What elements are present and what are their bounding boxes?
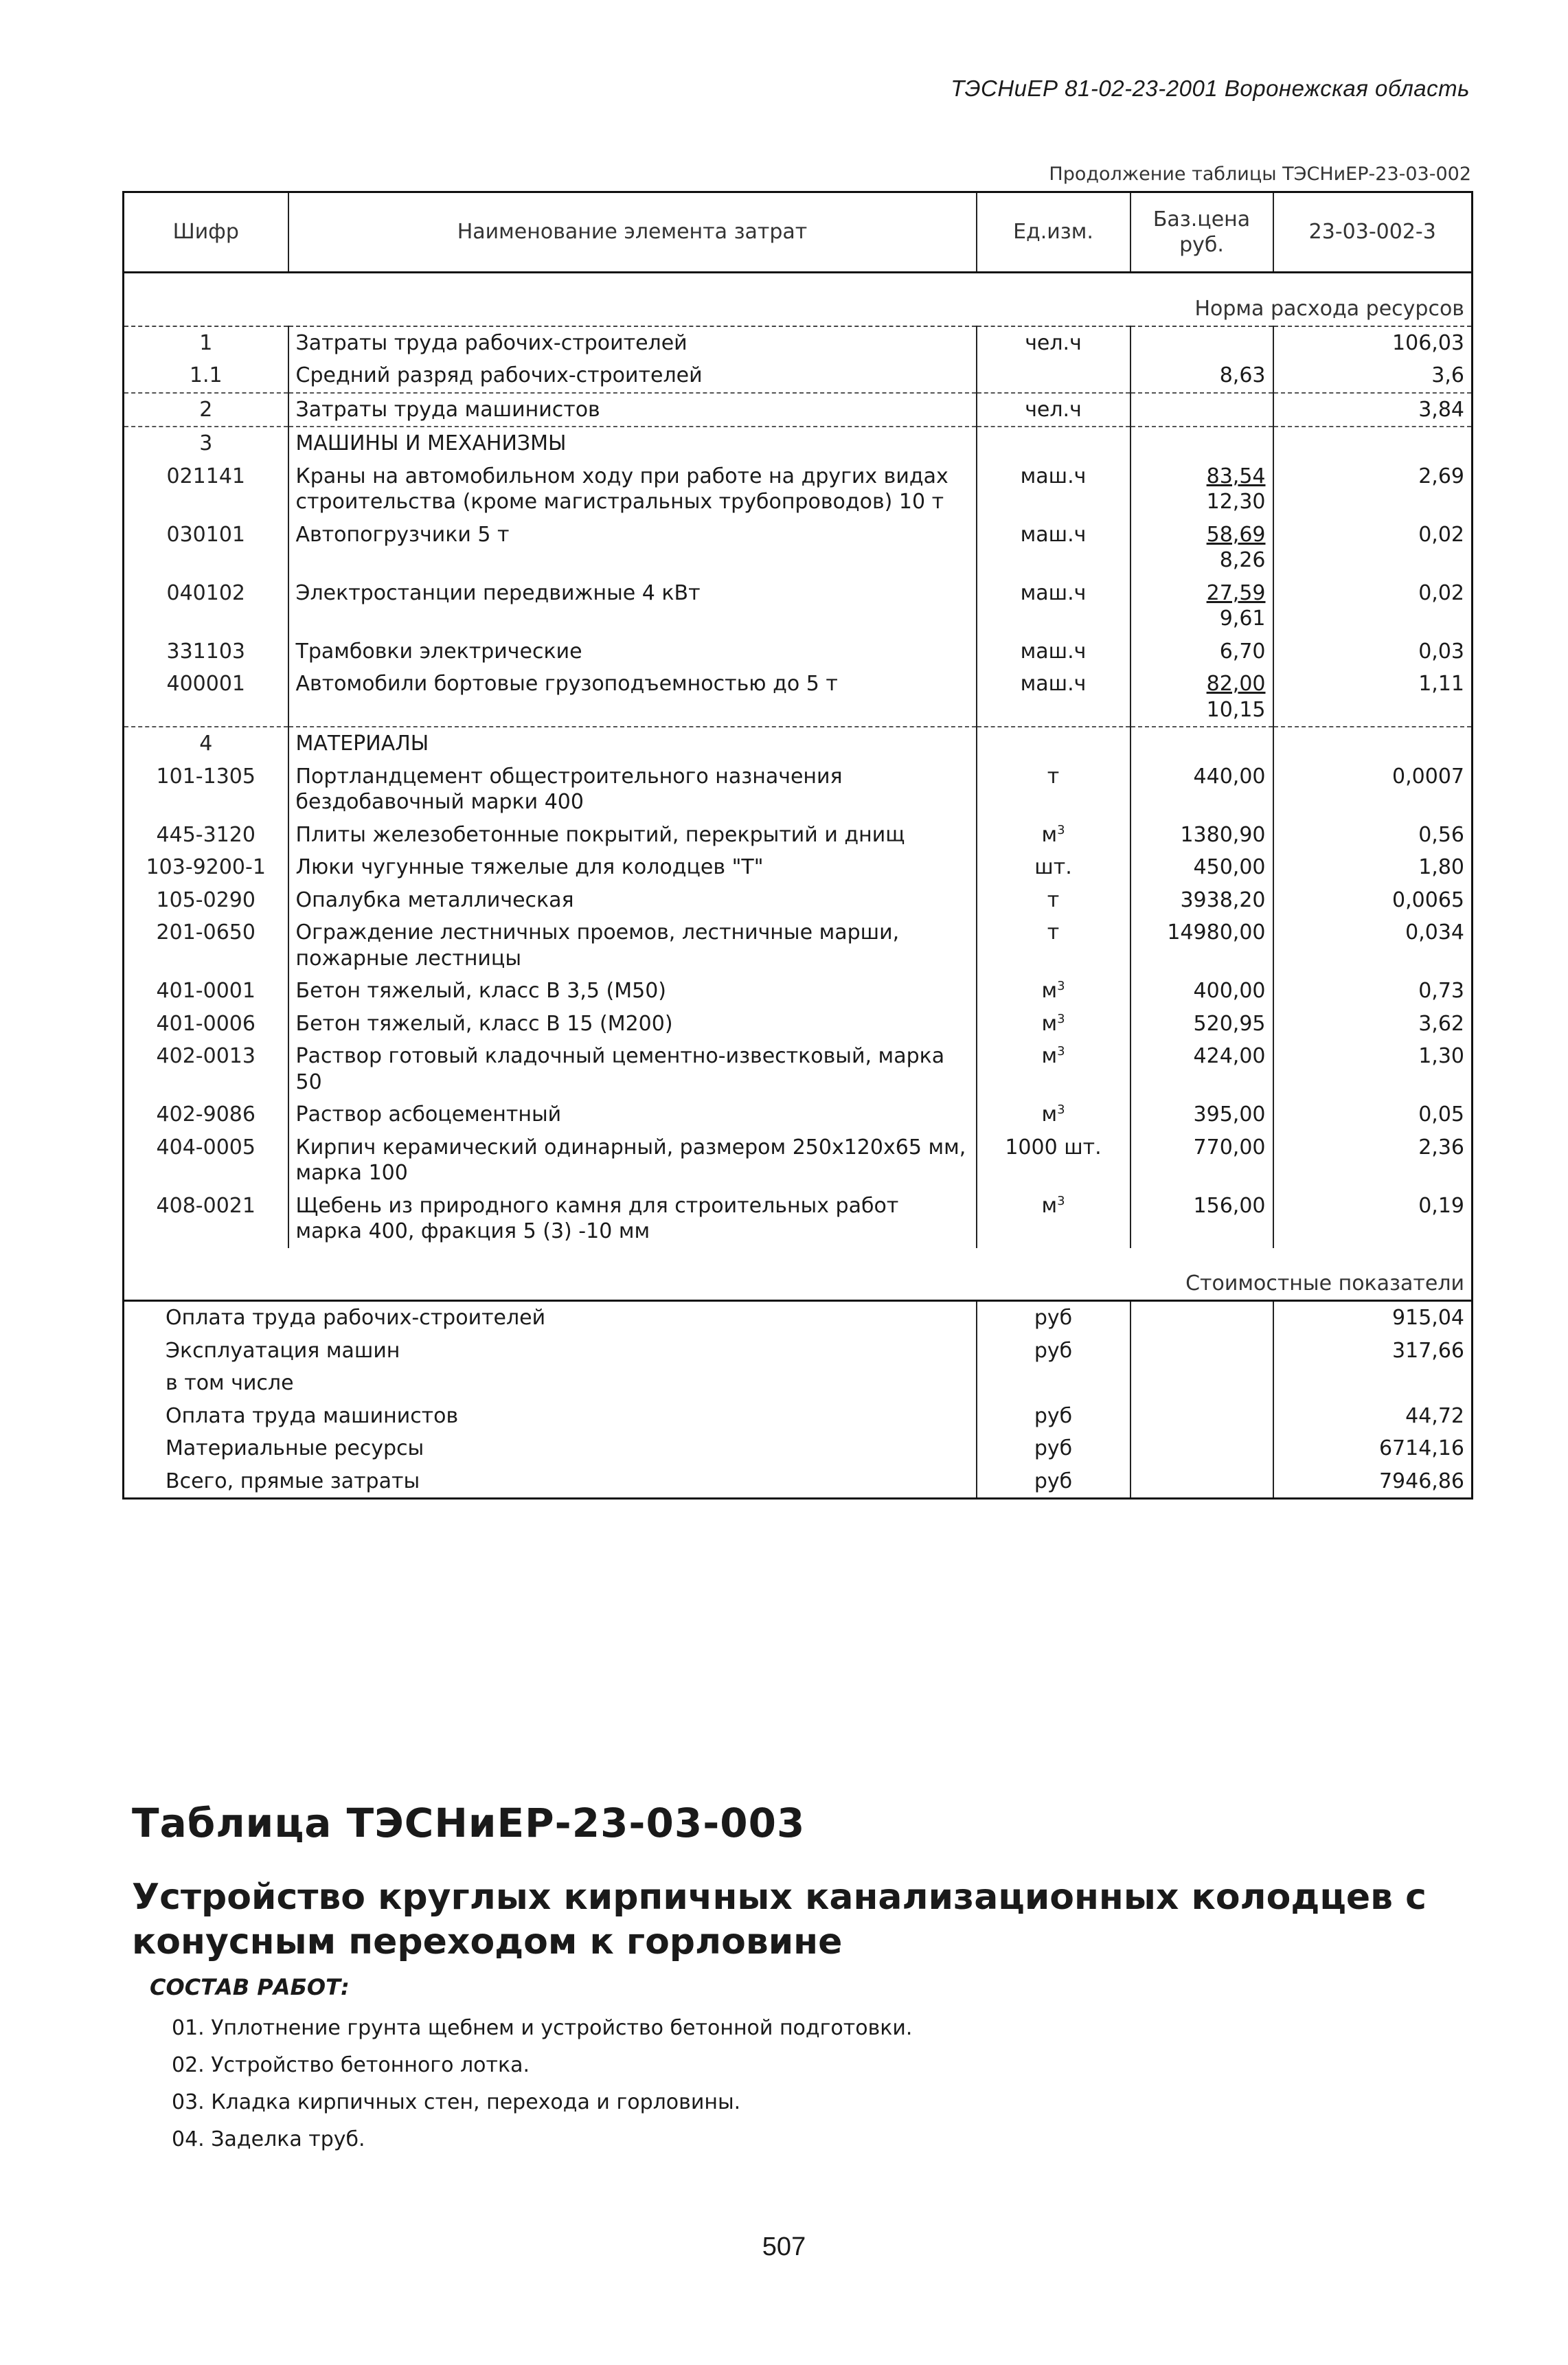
empty-cell	[1130, 727, 1273, 760]
resource-norms-table	[122, 191, 1473, 1500]
price-base: 27,59	[1206, 580, 1266, 605]
row-price: 14980,00	[1130, 916, 1273, 975]
material-row	[124, 1190, 1473, 1248]
labor-row	[124, 326, 1473, 360]
cost-name: Эксплуатация машин	[124, 1335, 977, 1368]
material-row	[124, 760, 1473, 819]
row-price: 520,95	[1130, 1008, 1273, 1041]
unit-superscript: 3	[1057, 1044, 1065, 1059]
row-price	[1130, 460, 1273, 519]
empty-cell	[977, 427, 1130, 460]
document-header: ТЭСНиЕР 81-02-23-2001 Воронежская область	[951, 76, 1470, 101]
empty-cell	[977, 727, 1130, 760]
row-code: 101-1305	[124, 760, 288, 819]
row-name: Щебень из природного камня для строительных работ марка 400, фракция 5 (3) -10 мм	[288, 1190, 977, 1248]
cost-caption-row	[124, 1267, 1473, 1301]
row-norm: 106,03	[1273, 326, 1473, 360]
row-code: 445-3120	[124, 819, 288, 852]
row-norm: 3,84	[1273, 393, 1473, 427]
row-norm: 1,80	[1273, 851, 1473, 884]
cost-unit: руб	[977, 1335, 1130, 1368]
unit-label: т	[1047, 920, 1060, 944]
column-header-unit: Ед.изм.	[977, 192, 1130, 273]
column-header-norm: 23-03-002-3	[1273, 192, 1473, 273]
work-item: 02. Устройство бетонного лотка.	[172, 2053, 530, 2077]
row-price	[1130, 326, 1273, 360]
row-norm: 2,69	[1273, 460, 1473, 519]
material-row	[124, 916, 1473, 975]
row-code: 2	[124, 393, 288, 427]
row-norm: 1,11	[1273, 668, 1473, 727]
unit-label: т	[1047, 887, 1060, 912]
spacer-row	[124, 273, 1473, 293]
cost-row	[124, 1465, 1473, 1499]
row-price: 450,00	[1130, 851, 1273, 884]
cost-name: Оплата труда машинистов	[124, 1400, 977, 1433]
unit-label: т	[1047, 764, 1060, 789]
unit-label: м	[1041, 1011, 1058, 1036]
machine-row	[124, 577, 1473, 635]
unit-label: шт.	[1034, 855, 1072, 879]
row-name: Бетон тяжелый, класс В 3,5 (М50)	[288, 975, 977, 1008]
price-base: 58,69	[1206, 522, 1266, 547]
cost-unit: руб	[977, 1465, 1130, 1499]
row-name: Средний разряд рабочих-строителей	[288, 359, 977, 393]
cost-row	[124, 1432, 1473, 1465]
row-code: 021141	[124, 460, 288, 519]
row-name: Электростанции передвижные 4 кВт	[288, 577, 977, 635]
cost-value: 44,72	[1273, 1400, 1473, 1433]
unit-label: 1000 шт.	[1005, 1135, 1102, 1159]
row-price: 440,00	[1130, 760, 1273, 819]
row-norm: 0,56	[1273, 819, 1473, 852]
machine-row	[124, 519, 1473, 577]
price-labor: 10,15	[1206, 697, 1266, 722]
row-price: 395,00	[1130, 1098, 1273, 1131]
cost-value	[1273, 1367, 1473, 1400]
unit-superscript: 3	[1057, 1011, 1065, 1026]
row-price	[1130, 519, 1273, 577]
price-labor: 9,61	[1219, 607, 1266, 631]
row-norm: 3,62	[1273, 1008, 1473, 1041]
material-row	[124, 884, 1473, 917]
work-item: 01. Уплотнение грунта щебнем и устройство бетонной подготовки.	[172, 2016, 913, 2040]
row-norm: 0,0065	[1273, 884, 1473, 917]
unit-label: м	[1041, 1102, 1058, 1127]
row-code: 040102	[124, 577, 288, 635]
row-code: 401-0006	[124, 1008, 288, 1041]
row-name: Затраты труда рабочих-строителей	[288, 326, 977, 360]
row-name: Затраты труда машинистов	[288, 393, 977, 427]
row-unit	[977, 975, 1130, 1008]
unit-label: м	[1041, 822, 1058, 847]
empty-cell	[1130, 1335, 1273, 1368]
work-item: 03. Кладка кирпичных стен, перехода и горловины.	[172, 2090, 741, 2114]
empty-cell	[1130, 1465, 1273, 1499]
row-norm: 0,19	[1273, 1190, 1473, 1248]
row-code: 103-9200-1	[124, 851, 288, 884]
column-header-name: Наименование элемента затрат	[288, 192, 977, 273]
row-unit: маш.ч	[977, 668, 1130, 727]
machine-row	[124, 668, 1473, 727]
empty-cell	[1130, 1301, 1273, 1335]
row-name: Трамбовки электрические	[288, 635, 977, 668]
row-unit	[977, 760, 1130, 819]
row-name: Бетон тяжелый, класс В 15 (М200)	[288, 1008, 977, 1041]
cost-unit: руб	[977, 1301, 1130, 1335]
row-name: Ограждение лестничных проемов, лестничные марши, пожарные лестницы	[288, 916, 977, 975]
row-code: 401-0001	[124, 975, 288, 1008]
row-price: 400,00	[1130, 975, 1273, 1008]
spacer-cell	[124, 1248, 1473, 1267]
page-number: 507	[762, 2232, 806, 2261]
empty-cell	[1130, 1400, 1273, 1433]
empty-cell	[1130, 1432, 1273, 1465]
row-norm: 0,034	[1273, 916, 1473, 975]
table-header-row	[124, 192, 1473, 273]
row-code: 105-0290	[124, 884, 288, 917]
cost-value: 915,04	[1273, 1301, 1473, 1335]
row-unit	[977, 1131, 1130, 1190]
column-header-price: Баз.цена руб.	[1130, 192, 1273, 273]
unit-label: м	[1041, 1044, 1058, 1068]
unit-label: м	[1041, 1193, 1058, 1218]
section-title: МАШИНЫ И МЕХАНИЗМЫ	[288, 427, 977, 460]
unit-superscript: 3	[1057, 822, 1065, 837]
row-norm: 2,36	[1273, 1131, 1473, 1190]
cost-value: 7946,86	[1273, 1465, 1473, 1499]
material-row	[124, 1098, 1473, 1131]
section-code: 3	[124, 427, 288, 460]
row-code: 408-0021	[124, 1190, 288, 1248]
row-name: Автопогрузчики 5 т	[288, 519, 977, 577]
row-code: 1	[124, 326, 288, 360]
row-norm: 0,0007	[1273, 760, 1473, 819]
row-name: Раствор готовый кладочный цементно-известковый, марка 50	[288, 1040, 977, 1098]
row-price: 3938,20	[1130, 884, 1273, 917]
row-name: Автомобили бортовые грузоподъемностью до 5 т	[288, 668, 977, 727]
empty-cell	[1130, 427, 1273, 460]
row-code: 404-0005	[124, 1131, 288, 1190]
price-labor: 8,26	[1219, 548, 1266, 572]
row-code: 331103	[124, 635, 288, 668]
cost-name: Материальные ресурсы	[124, 1432, 977, 1465]
row-unit	[977, 1008, 1130, 1041]
row-norm: 1,30	[1273, 1040, 1473, 1098]
row-price	[1130, 635, 1273, 668]
cost-caption: Стоимостные показатели	[124, 1267, 1473, 1301]
material-row	[124, 1131, 1473, 1190]
price-base: 6,70	[1219, 639, 1266, 664]
row-name: Опалубка металлическая	[288, 884, 977, 917]
cost-unit: руб	[977, 1400, 1130, 1433]
labor-row	[124, 393, 1473, 427]
table2-subtitle: Устройство круглых кирпичных канализационных колодцев с конусным переходом к горловине	[132, 1877, 1427, 1962]
material-row	[124, 851, 1473, 884]
unit-superscript: 3	[1057, 1193, 1065, 1208]
row-price	[1130, 668, 1273, 727]
row-unit: чел.ч	[977, 326, 1130, 360]
cost-row	[124, 1301, 1473, 1335]
row-price: 1380,90	[1130, 819, 1273, 852]
row-price: 156,00	[1130, 1190, 1273, 1248]
row-code: 402-9086	[124, 1098, 288, 1131]
cost-name: в том числе	[124, 1367, 977, 1400]
empty-cell	[1273, 427, 1473, 460]
section-title: МАТЕРИАЛЫ	[288, 727, 977, 760]
row-norm: 0,02	[1273, 519, 1473, 577]
material-row	[124, 819, 1473, 852]
machine-row	[124, 460, 1473, 519]
row-code: 402-0013	[124, 1040, 288, 1098]
norm-caption: Норма расхода ресурсов	[124, 293, 1473, 326]
norm-caption-row	[124, 293, 1473, 326]
row-code: 1.1	[124, 359, 288, 393]
row-norm: 0,05	[1273, 1098, 1473, 1131]
row-name: Краны на автомобильном ходу при работе на других видах строительства (кроме магистральных трубопроводов) 10 т	[288, 460, 977, 519]
works-heading: СОСТАВ РАБОТ:	[150, 1974, 350, 2000]
material-row	[124, 975, 1473, 1008]
cost-name: Оплата труда рабочих-строителей	[124, 1301, 977, 1335]
table-continuation-caption: Продолжение таблицы ТЭСНиЕР-23-03-002	[1049, 163, 1471, 185]
row-unit: маш.ч	[977, 635, 1130, 668]
row-name: Кирпич керамический одинарный, размером 250х120х65 мм, марка 100	[288, 1131, 977, 1190]
row-unit	[977, 359, 1130, 393]
material-row	[124, 1008, 1473, 1041]
cost-row	[124, 1335, 1473, 1368]
cost-row	[124, 1400, 1473, 1433]
empty-cell	[1130, 1367, 1273, 1400]
material-row	[124, 1040, 1473, 1098]
empty-cell	[1273, 727, 1473, 760]
cost-value: 317,66	[1273, 1335, 1473, 1368]
column-header-code: Шифр	[124, 192, 288, 273]
cost-value: 6714,16	[1273, 1432, 1473, 1465]
row-code: 201-0650	[124, 916, 288, 975]
row-unit: маш.ч	[977, 460, 1130, 519]
unit-superscript: 3	[1057, 1102, 1065, 1117]
price-labor: 12,30	[1206, 490, 1266, 514]
row-code: 030101	[124, 519, 288, 577]
row-unit	[977, 1190, 1130, 1248]
row-name: Люки чугунные тяжелые для колодцев "Т"	[288, 851, 977, 884]
row-norm: 0,02	[1273, 577, 1473, 635]
row-unit	[977, 884, 1130, 917]
row-norm: 0,03	[1273, 635, 1473, 668]
row-norm: 3,6	[1273, 359, 1473, 393]
labor-row	[124, 359, 1473, 393]
work-item: 04. Заделка труб.	[172, 2127, 365, 2151]
row-unit	[977, 916, 1130, 975]
table2-title: Таблица ТЭСНиЕР-23-03-003	[132, 1800, 806, 1846]
row-price: 8,63	[1130, 359, 1273, 393]
row-unit	[977, 851, 1130, 884]
cost-unit: руб	[977, 1432, 1130, 1465]
row-norm: 0,73	[1273, 975, 1473, 1008]
cost-unit	[977, 1367, 1130, 1400]
machines-section-row	[124, 427, 1473, 460]
spacer-row	[124, 1248, 1473, 1267]
cost-row	[124, 1367, 1473, 1400]
row-price: 424,00	[1130, 1040, 1273, 1098]
row-code: 400001	[124, 668, 288, 727]
row-name: Плиты железобетонные покрытий, перекрытий и днищ	[288, 819, 977, 852]
row-price	[1130, 577, 1273, 635]
row-unit	[977, 1040, 1130, 1098]
cost-name: Всего, прямые затраты	[124, 1465, 977, 1499]
machine-row	[124, 635, 1473, 668]
section-code: 4	[124, 727, 288, 760]
row-price	[1130, 393, 1273, 427]
row-unit	[977, 1098, 1130, 1131]
row-price: 770,00	[1130, 1131, 1273, 1190]
row-name: Портландцемент общестроительного назначения бездобавочный марки 400	[288, 760, 977, 819]
row-name: Раствор асбоцементный	[288, 1098, 977, 1131]
unit-superscript: 3	[1057, 979, 1065, 993]
row-unit: чел.ч	[977, 393, 1130, 427]
materials-section-row	[124, 727, 1473, 760]
unit-label: м	[1041, 979, 1058, 1003]
price-base: 83,54	[1206, 464, 1266, 488]
price-base: 82,00	[1206, 672, 1266, 696]
row-unit	[977, 819, 1130, 852]
row-unit: маш.ч	[977, 577, 1130, 635]
row-unit: маш.ч	[977, 519, 1130, 577]
works-list	[172, 2010, 912, 2158]
